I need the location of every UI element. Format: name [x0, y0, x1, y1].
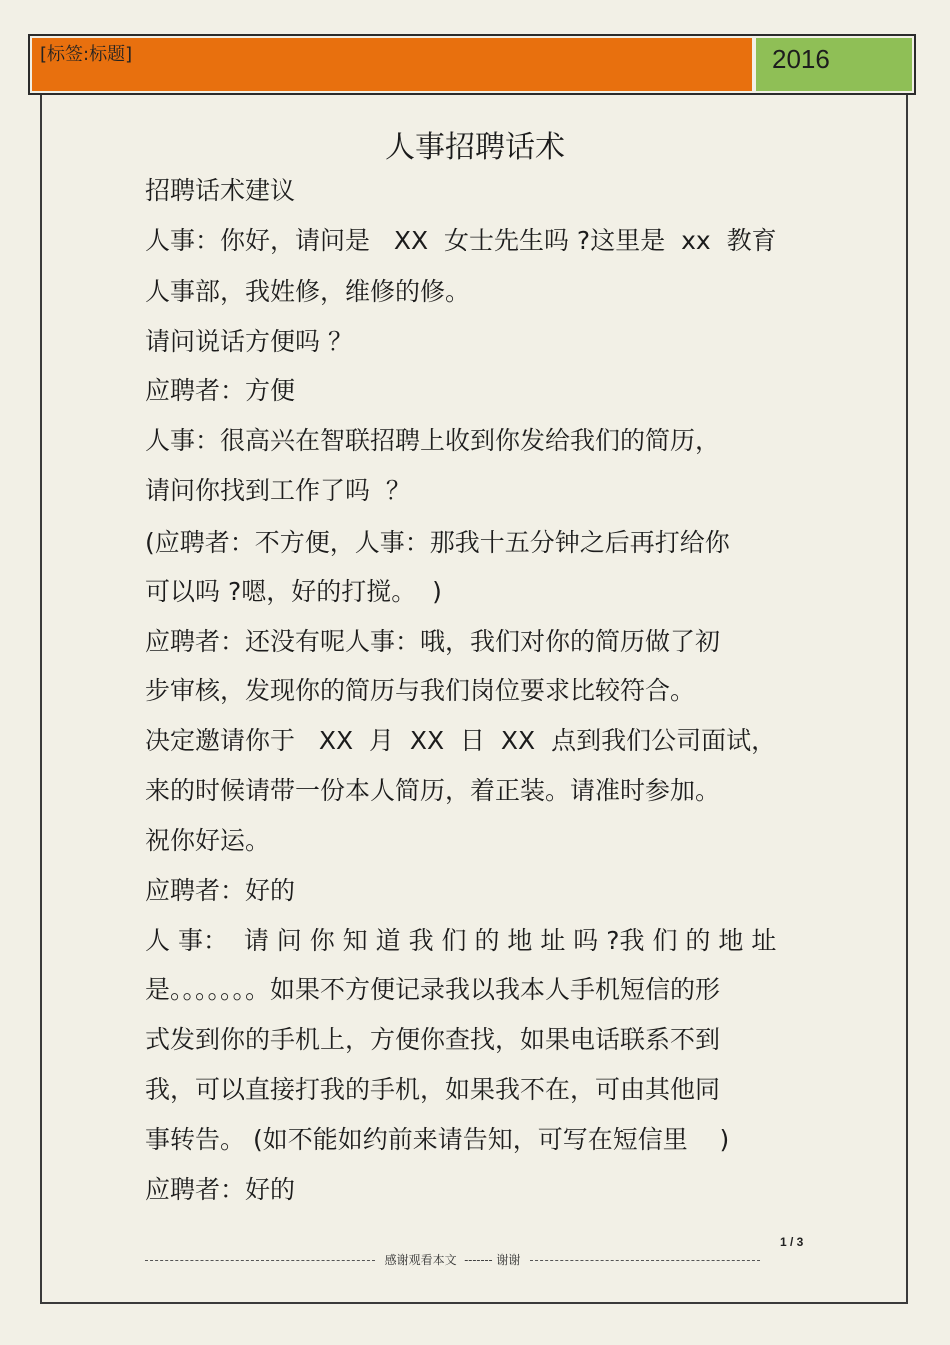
body-line: 应聘者：好的 [145, 1175, 296, 1204]
body-line: 人事：很高兴在智联招聘上收到你发给我们的简历， [145, 426, 721, 455]
body-line: 人事部，我姓修，维修的修。 [145, 277, 471, 306]
header-tag-box [32, 38, 754, 91]
body-line: 人事：你好，请问是 XX 女士先生吗 ?这里是 xx 教育 [145, 226, 777, 255]
body-line: 决定邀请你于 XX 月 XX 日 XX 点到我们公司面试， [145, 726, 777, 755]
body-line: 应聘者：方便 [145, 376, 296, 405]
body-line: 来的时候请带一份本人简历，着正装。请准时参加。 [145, 776, 721, 805]
footer [145, 1251, 760, 1268]
body-line: 请问你找到工作了吗 ？ [145, 476, 411, 505]
body-line: 招聘话术建议 [145, 176, 296, 205]
body-line: 请问说话方便吗 ？ [145, 327, 353, 356]
header-year-label: 2016 [772, 44, 830, 74]
page-number: 1 / 3 [780, 1235, 804, 1249]
body-line: 我，可以直接打我的手机，如果我不在，可由其他同 [145, 1075, 721, 1104]
body-line: 事转告。 (如不能如约前来请告知，可写在短信里 ) [145, 1125, 730, 1154]
body-line: 人 事： 请 问 你 知 道 我 们 的 地 址 吗 ?我 们 的 地 址 [145, 926, 777, 955]
header-year-box [756, 38, 912, 91]
footer-divider-left [145, 1260, 375, 1261]
body-line: 是。。。。。。。如果不方便记录我以我本人手机短信的形 [145, 975, 721, 1004]
body-line: 步审核，发现你的简历与我们岗位要求比较符合。 [145, 676, 696, 705]
body-line: 式发到你的手机上，方便你查找，如果电话联系不到 [145, 1025, 721, 1054]
body-line: 应聘者：还没有呢人事：哦，我们对你的简历做了初 [145, 627, 721, 656]
document-title: 人事招聘话术 [385, 130, 565, 165]
body-line: 可以吗 ?嗯，好的打搅。 ) [145, 577, 442, 606]
header-tag-label: [标签:标题] [40, 44, 133, 65]
body-line: 祝你好运。 [145, 826, 271, 855]
footer-text: 感谢观看本文 ------- 谢谢 [384, 1253, 521, 1267]
body-line: (应聘者：不方便，人事：那我十五分钟之后再打给你 [145, 528, 730, 557]
footer-divider-right [530, 1260, 760, 1261]
body-line: 应聘者：好的 [145, 876, 296, 905]
